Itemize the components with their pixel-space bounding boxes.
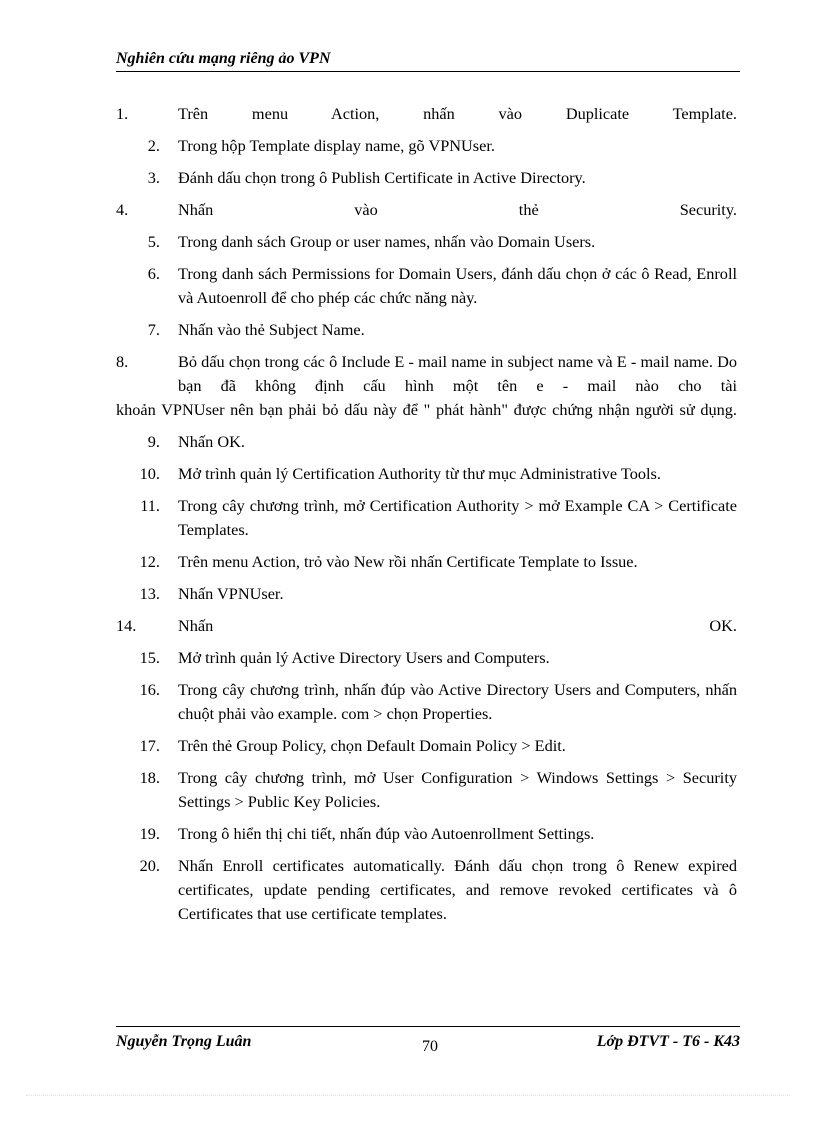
step-text: Trong cây chương trình, mở User Configuration > Windows Settings > Security Settings > Public Key Policies. xyxy=(178,768,737,811)
step-number: 5. xyxy=(147,232,160,251)
step-item xyxy=(116,678,737,726)
step-text: Nhấn vào thẻ Subject Name. xyxy=(178,320,365,339)
step-text: Đánh dấu chọn trong ô Publish Certificate in Active Directory. xyxy=(178,168,586,187)
page-header-title: Nghiên cứu mạng riêng ảo VPN xyxy=(116,50,331,67)
step-item xyxy=(116,198,737,222)
page-bottom-dotted-line xyxy=(26,1095,790,1096)
step-item xyxy=(116,646,737,670)
step-item xyxy=(116,734,737,758)
step-text: Bỏ dấu chọn trong các ô Include E - mail name in subject name và E - mail name. Do bạn đã không định cấu hình một tên e - mail nào cho tài xyxy=(178,352,737,395)
step-number: 8. xyxy=(116,352,129,371)
page-number: 70 xyxy=(422,1038,438,1055)
step-number: 11. xyxy=(140,496,160,515)
step-number: 4. xyxy=(116,200,129,219)
step-number: 9. xyxy=(147,432,160,451)
step-number: 16. xyxy=(139,680,160,699)
step-item xyxy=(116,582,737,606)
step-item xyxy=(116,350,737,398)
step-text: Trong hộp Template display name, gõ VPNUser. xyxy=(178,136,495,155)
step-item xyxy=(116,430,737,454)
step-text: Trên menu Action, nhấn vào Duplicate Template. xyxy=(178,104,737,123)
step-number: 12. xyxy=(139,552,160,571)
step-item xyxy=(116,230,737,254)
footer-divider xyxy=(116,1026,740,1027)
step-number: 18. xyxy=(139,768,160,787)
step-item xyxy=(116,822,737,846)
step-number: 3. xyxy=(147,168,160,187)
step-item xyxy=(116,854,737,926)
step-item xyxy=(116,166,737,190)
step-number: 19. xyxy=(139,824,160,843)
step-number: 13. xyxy=(139,584,160,603)
step-item xyxy=(116,318,737,342)
step-text: Nhấn OK. xyxy=(178,616,737,635)
step-number: 2. xyxy=(147,136,160,155)
step-item xyxy=(116,494,737,542)
step-item xyxy=(116,550,737,574)
step-text: Mở trình quản lý Certification Authority từ thư mục Administrative Tools. xyxy=(178,464,661,483)
step-number: 6. xyxy=(147,264,160,283)
step-text: Trong ô hiển thị chi tiết, nhấn đúp vào Autoenrollment Settings. xyxy=(178,824,595,843)
steps-list-continued xyxy=(116,430,737,926)
step-text: Nhấn VPNUser. xyxy=(178,584,284,603)
step-text: Trên thẻ Group Policy, chọn Default Domain Policy > Edit. xyxy=(178,736,566,755)
step-text: Nhấn vào thẻ Security. xyxy=(178,200,737,219)
step-text: Trong danh sách Group or user names, nhấn vào Domain Users. xyxy=(178,232,596,251)
step-item xyxy=(116,614,737,638)
step-text: Mở trình quản lý Active Directory Users and Computers. xyxy=(178,648,550,667)
continuation-paragraph: khoản VPNUser nên bạn phải bỏ dấu này để " phát hành" được chứng nhận người sử dụng. xyxy=(116,400,737,419)
step-item xyxy=(116,462,737,486)
step-item xyxy=(116,262,737,310)
step-text: Trong cây chương trình, nhấn đúp vào Active Directory Users and Computers, nhấn chuột phải vào example. com > chọn Properties. xyxy=(178,680,737,723)
step-item xyxy=(116,134,737,158)
step-text: Trong danh sách Permissions for Domain Users, đánh dấu chọn ở các ô Read, Enroll và Autoenroll để cho phép các chức năng này. xyxy=(178,264,737,307)
footer-class: Lớp ĐTVT - T6 - K43 xyxy=(596,1033,740,1050)
step-number: 14. xyxy=(116,616,137,635)
document-body xyxy=(116,102,737,934)
step-number: 1. xyxy=(116,104,129,123)
header-divider xyxy=(116,71,740,72)
steps-list xyxy=(116,102,737,398)
step-item xyxy=(116,766,737,814)
step-number: 7. xyxy=(147,320,160,339)
step-number: 15. xyxy=(139,648,160,667)
step-text: Trong cây chương trình, mở Certification Authority > mở Example CA > Certificate Templates. xyxy=(178,496,737,539)
step-text: Nhấn OK. xyxy=(178,432,245,451)
footer-author: Nguyễn Trọng Luân xyxy=(116,1033,252,1050)
step-item xyxy=(116,102,737,126)
step-text: Nhấn Enroll certificates automatically. Đánh dấu chọn trong ô Renew expired certificates, update pending certificates, and remove revoked certificates và ô Certificates that use certificate templates. xyxy=(178,856,737,923)
step-number: 20. xyxy=(139,856,160,875)
step-number: 10. xyxy=(139,464,160,483)
step-number: 17. xyxy=(139,736,160,755)
step-text: Trên menu Action, trỏ vào New rồi nhấn Certificate Template to Issue. xyxy=(178,552,638,571)
